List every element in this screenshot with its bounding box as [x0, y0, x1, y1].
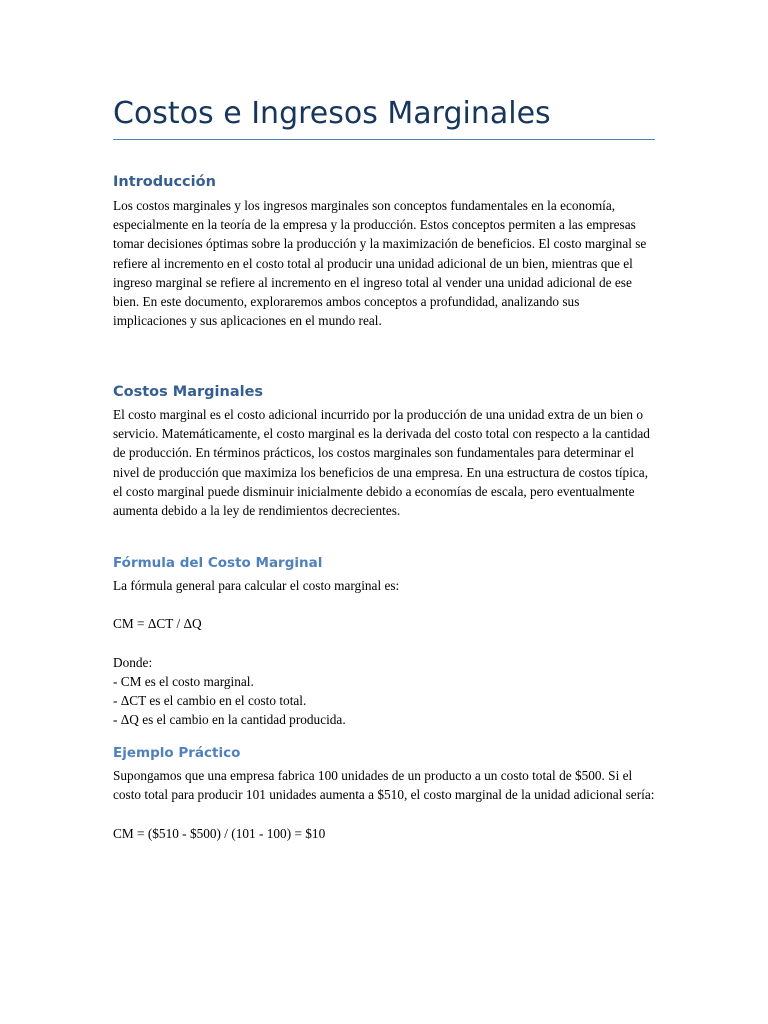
paragraph-introduccion: Los costos marginales y los ingresos marginales son conceptos fundamentales en la economía, especialmente en la teoría de la empresa y la producción. Estos conceptos permiten a las empresas tomar decisiones óptimas sobre la producción y la maximización de beneficios. El costo marginal se refiere al incremento en el costo total al producir una unidad adicional de un bien, mientras que el ingreso marginal se refiere al incremento en el ingreso total al vender una unidad adicional de ese bien. En este documento, exploraremos ambos conceptos a profundidad, analizando sus implicaciones y sus aplicaciones en el mundo real.: [113, 198, 650, 329]
paragraph-ejemplo: Supongamos que una empresa fabrica 100 unidades de un producto a un costo total de $500. Si el costo total para producir 101 unidades aumenta a $510, el costo marginal de la unidad adicional sería: CM = ($510 - $500) / (101 - 100) = $10: [113, 768, 655, 841]
heading-introduccion: Introducción: [113, 174, 216, 190]
title-underline: [113, 139, 655, 140]
heading-formula-costo-marginal: Fórmula del Costo Marginal: [113, 555, 323, 571]
paragraph-formula: La fórmula general para calcular el costo marginal es: CM = ΔCT / ΔQ Donde: - CM es el costo marginal. - ΔCT es el cambio en el costo total. - ΔQ es el cambio en la cantidad producida.: [113, 578, 400, 728]
heading-costos-marginales: Costos Marginales: [113, 384, 264, 400]
heading-ejemplo-practico: Ejemplo Práctico: [113, 745, 241, 761]
paragraph-costos-marginales: El costo marginal es el costo adicional incurrido por la producción de una unidad extra de un bien o servicio. Matemáticamente, el costo marginal es la derivada del costo total con respecto a la cantidad de producción. En términos prácticos, los costos marginales son fundamentales para determinar el nivel de producción que maximiza los beneficios de una empresa. En una estructura de costos típica, el costo marginal puede disminuir inicialmente debido a economías de escala, pero eventualmente aumenta debido a la ley de rendimientos decrecientes.: [113, 407, 654, 519]
document-title: Costos e Ingresos Marginales: [113, 96, 551, 131]
